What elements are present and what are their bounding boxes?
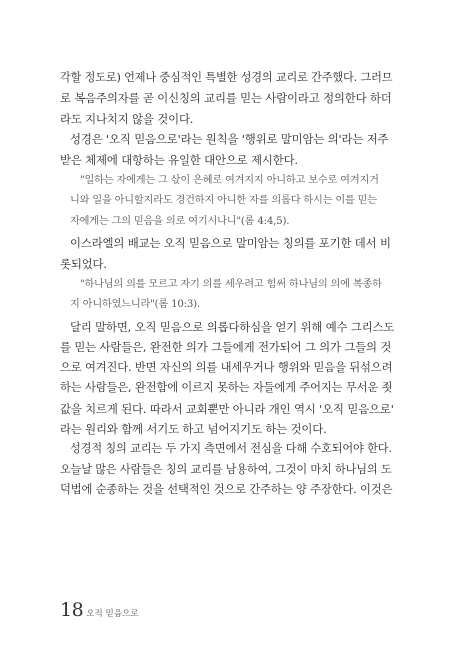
page-number: 18	[60, 599, 84, 621]
text-line: 값을 치르게 된다. 따라서 교회뿐만 아니라 개인 역시 '오직 믿음으로'	[60, 401, 394, 416]
paragraph-1	[60, 68, 394, 129]
scripture-quote-2	[60, 275, 394, 316]
text-line: 성경적 칭의 교리는 두 가지 측면에서 전심을 다해 수호되어야 한다.	[70, 442, 392, 456]
paragraph-4	[60, 317, 394, 439]
text-line: 라도 지나치지 않을 것이다.	[60, 111, 194, 126]
text-line: 성경은 '오직 믿음으로'라는 원칙을 '행위로 말미암는 의'라는 저주	[70, 132, 389, 147]
quote-line: 니와 일을 아니할지라도 경건하지 아니한 자를 의롭다 하시는 이를 믿는	[70, 195, 377, 207]
text-line: 하는 사람들은, 완전함에 이르지 못하는 자들에게 주어지는 무서운 죗	[60, 381, 393, 395]
text-line: 로 복음주의자를 곧 이신칭의 교리를 믿는 사람이라고 정의한다 하더	[60, 91, 392, 106]
text-line: 이스라엘의 배교는 오직 믿음으로 말미암는 칭의를 포기한 데서 비	[70, 236, 391, 251]
text-line: 각할 정도로) 언제나 중심적인 특별한 성경의 교리로 간주했다. 그러므	[60, 71, 393, 84]
text-line: 으로 여겨진다. 반면 자신의 의를 내세우거나 행위와 믿음을 뒤섞으려	[60, 360, 393, 374]
running-title: 오직 믿음으로	[86, 609, 139, 619]
quote-line: 지 아니하였느니라"(롬 10:3).	[70, 299, 200, 311]
paragraph-3	[60, 233, 394, 274]
text-line: 받은 체제에 대항하는 유일한 대안으로 제시한다.	[60, 152, 298, 167]
paragraph-2	[60, 129, 394, 170]
text-line: 롯되었다.	[60, 256, 107, 271]
quote-line: "하나님의 의를 모르고 자기 의를 세우려고 힘써 하나님의 의에 복종하	[80, 279, 382, 291]
page-body	[60, 68, 394, 501]
quote-line: 자에게는 그의 믿음을 의로 여기시나니"(롬 4:4,5).	[70, 215, 290, 227]
quote-line: "일하는 자에게는 그 삯이 은혜로 여겨지지 아니하고 보수로 여겨지거	[80, 175, 379, 187]
text-line: 를 믿는 사람들은, 완전한 의가 그들에게 전가되어 그 의가 그들의 것	[60, 340, 392, 355]
text-line: 덕법에 순종하는 것을 선택적인 것으로 간주하는 양 주장한다. 이것은	[60, 483, 393, 497]
page-footer	[60, 599, 139, 625]
text-line: 라는 원리와 함께 서기도 하고 넘어지기도 하는 것이다.	[60, 421, 327, 436]
scripture-quote-1	[60, 171, 394, 232]
paragraph-5	[60, 439, 394, 500]
text-line: 오늘날 많은 사람들은 칭의 교리를 남용하여, 그것이 마치 하나님의 도	[60, 462, 392, 476]
text-line: 달리 말하면, 오직 믿음으로 의롭다하심을 얻기 위해 예수 그리스도	[70, 319, 394, 334]
